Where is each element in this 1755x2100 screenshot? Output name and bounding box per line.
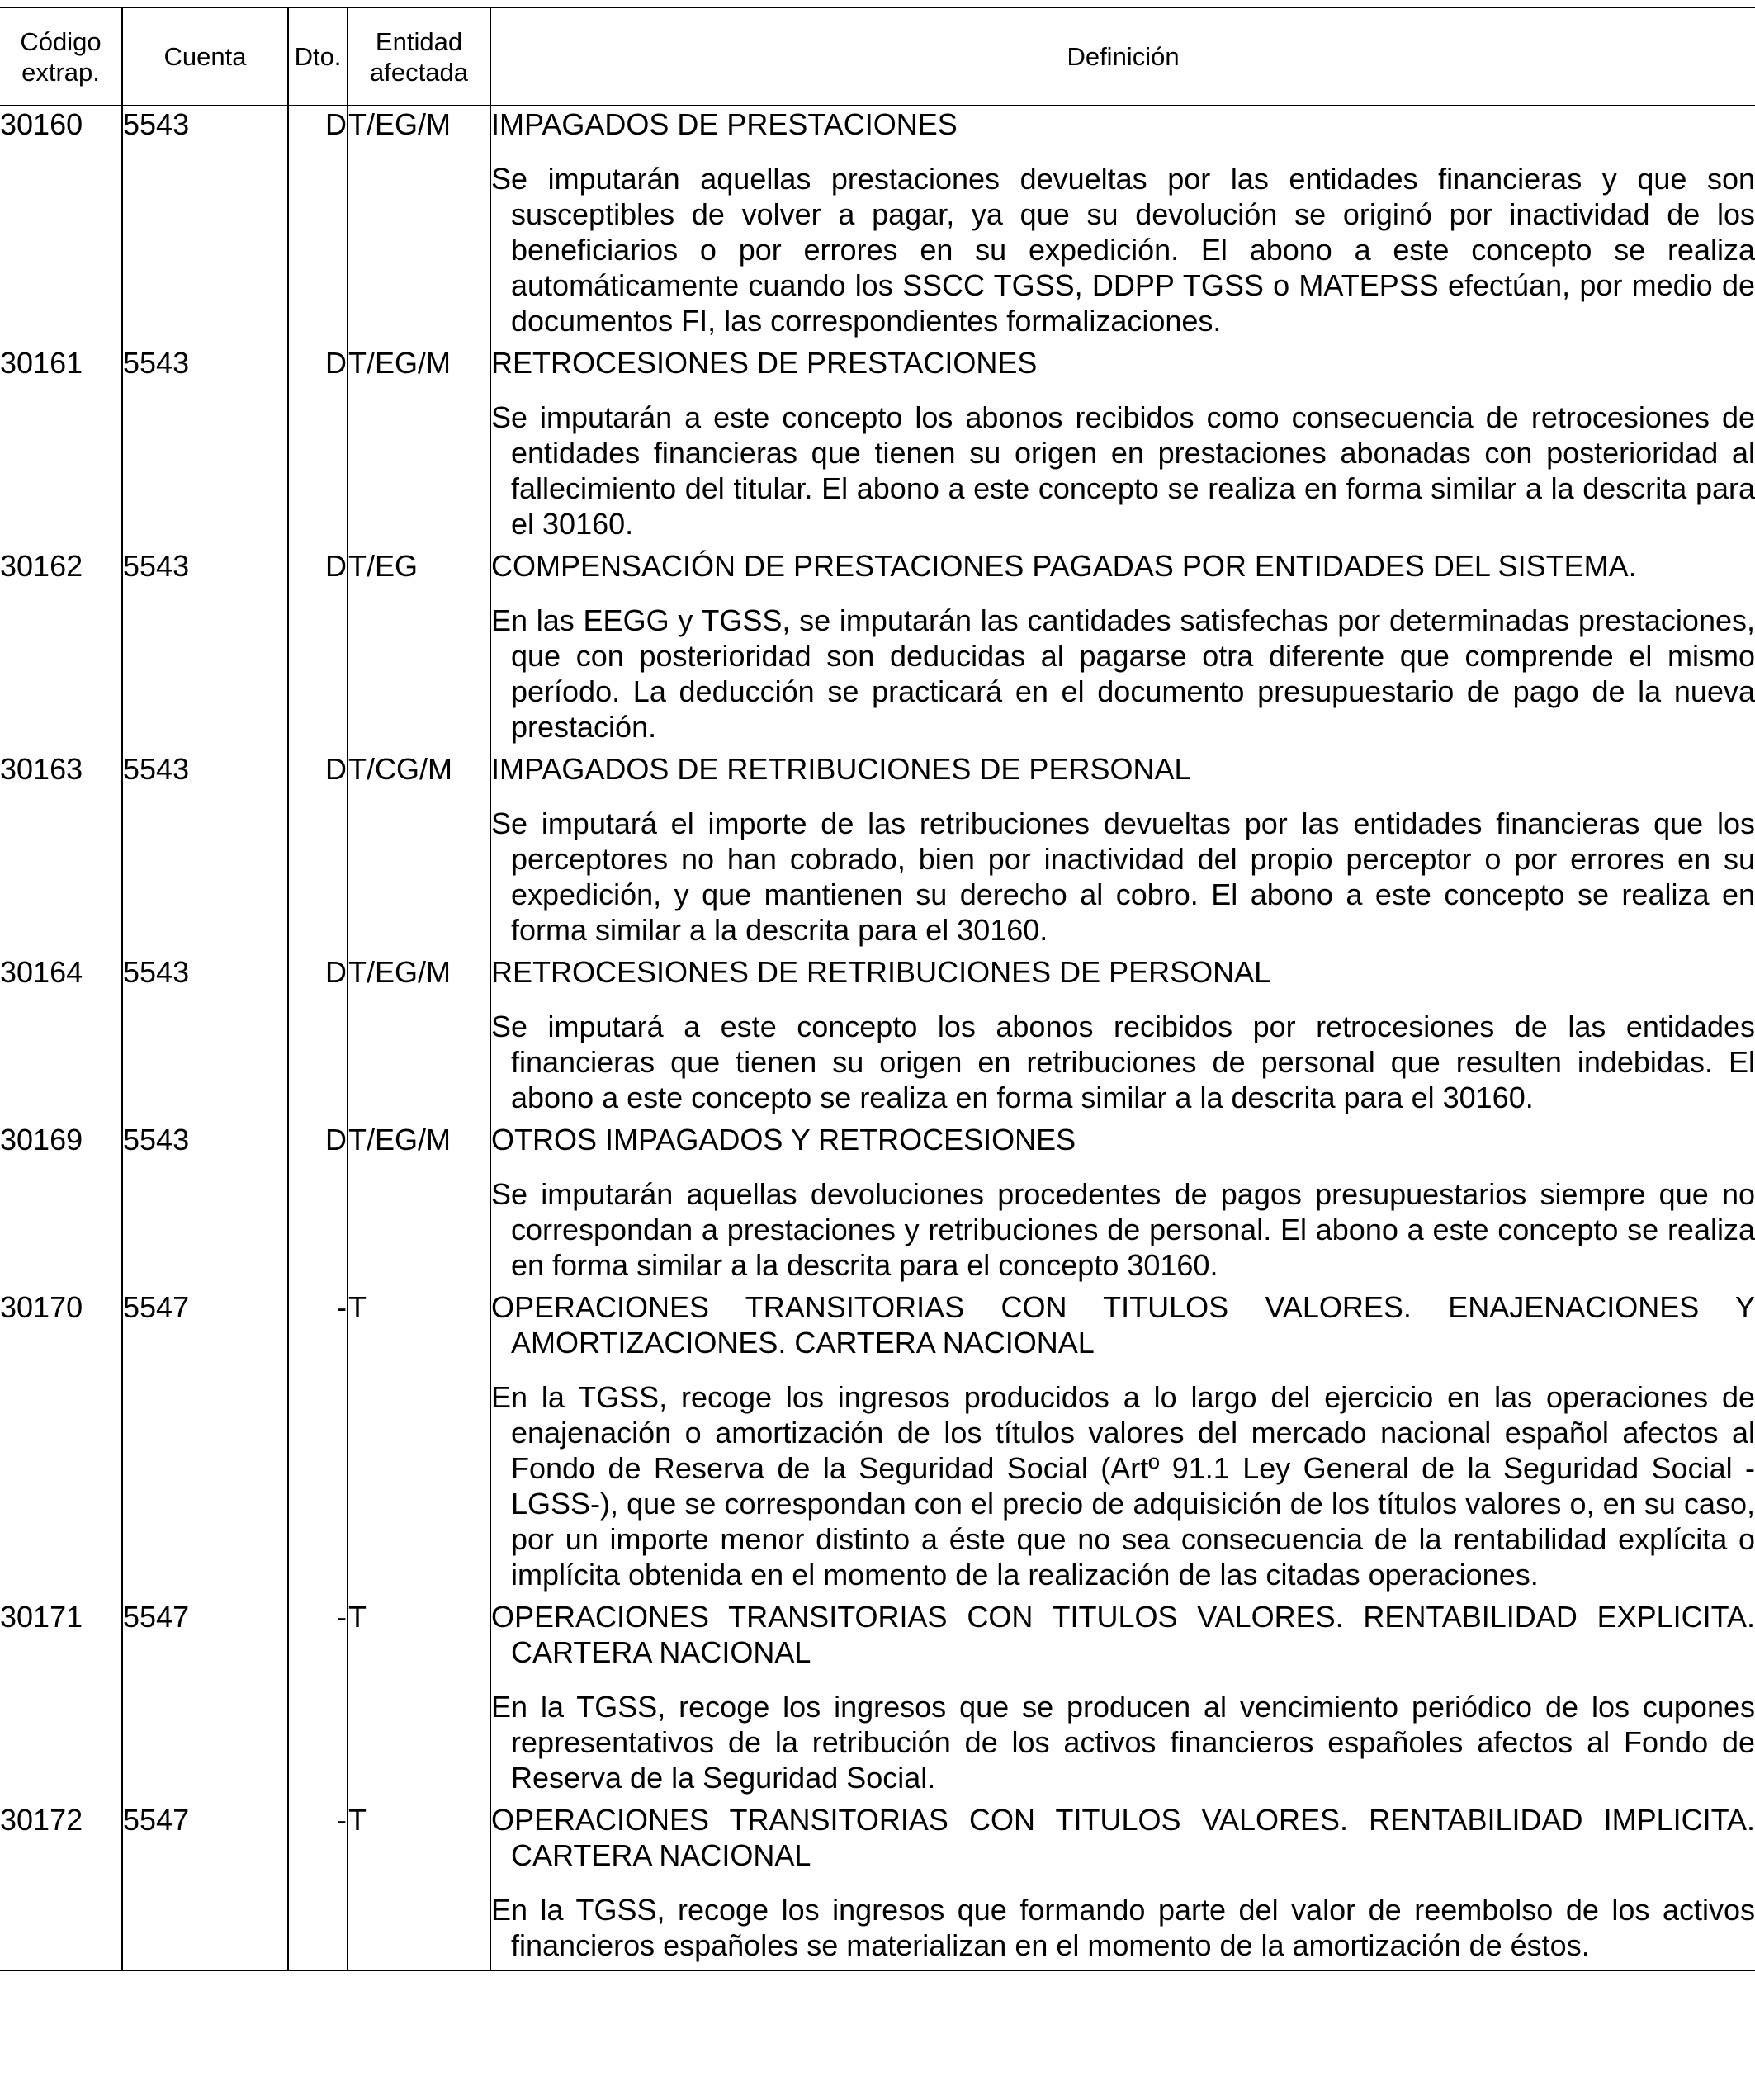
header-dto: Dto.: [288, 7, 348, 106]
row-cuenta: 5543: [122, 345, 288, 548]
row-code: 30172: [0, 1802, 122, 1970]
row-cuenta: 5543: [122, 954, 288, 1122]
header-codigo: Código extrap.: [0, 7, 122, 106]
row-dto: D: [288, 1122, 348, 1289]
row-code: 30160: [0, 107, 83, 141]
row-title: RETROCESIONES DE RETRIBUCIONES DE PERSONAL: [491, 955, 1271, 989]
row-dto: -: [288, 1802, 348, 1970]
row-title: OPERACIONES TRANSITORIAS CON TITULOS VALORES. ENAJENACIONES Y AMORTIZACIONES. CARTERA NACIONAL: [491, 1290, 1755, 1360]
accounts-table: [0, 7, 1755, 1971]
row-code: 30162: [0, 549, 83, 583]
row-description: Se imputarán a este concepto los abonos recibidos como consecuencia de retrocesiones de entidades financieras que tienen su origen en prestaciones abonadas con posterioridad al fallecimiento del titular. El abono a este concepto se realiza en forma similar a la descrita para el 30160.: [491, 400, 1755, 541]
row-dto: -: [288, 1599, 348, 1802]
table-row: [0, 548, 1755, 751]
row-entidad: T/EG/M: [348, 1122, 490, 1289]
table-row: [0, 1802, 1755, 1970]
table-row: [0, 1599, 1755, 1802]
row-title: OTROS IMPAGADOS Y RETROCESIONES: [491, 1123, 1076, 1156]
row-definicion: [490, 1289, 1755, 1599]
table-row: [0, 954, 1755, 1122]
row-code: 30171: [0, 1600, 83, 1634]
table-row: [0, 345, 1755, 548]
row-cuenta: 5543: [122, 1122, 288, 1289]
row-title: RETROCESIONES DE PRESTACIONES: [491, 346, 1038, 380]
row-description: Se imputarán aquellas prestaciones devueltas por las entidades financieras y que son susceptibles de volver a pagar, ya que su devolución se originó por inactividad de los beneficiarios o por errores en su expedición. El abono a este concepto se realiza automáticamente cuando los SSCC TGSS, DDPP TGSS o MATEPSS efectúan, por medio de documentos FI, las correspondientes formalizaciones.: [491, 162, 1755, 338]
row-entidad: T/EG/M: [348, 345, 490, 548]
row-title: OPERACIONES TRANSITORIAS CON TITULOS VALORES. RENTABILIDAD EXPLICITA. CARTERA NACIONAL: [491, 1600, 1755, 1669]
row-definicion: [490, 751, 1755, 954]
row-cuenta: 5543: [122, 106, 288, 345]
row-description: Se imputará el importe de las retribuciones devueltas por las entidades financieras que los perceptores no han cobrado, bien por inactividad del propio perceptor o por errores en su expedición, y que mantienen su derecho al cobro. El abono a este concepto se realiza en forma similar a la descrita para el 30160.: [491, 806, 1755, 947]
row-title: IMPAGADOS DE PRESTACIONES: [491, 107, 958, 141]
row-title: IMPAGADOS DE RETRIBUCIONES DE PERSONAL: [491, 752, 1191, 786]
row-definicion: [490, 1122, 1755, 1289]
row-description: En las EEGG y TGSS, se imputarán las cantidades satisfechas por determinadas prestaciones, que con posterioridad son deducidas al pagarse otra diferente que comprende el mismo período. La deducción se practicará en el documento presupuestario de pago de la nueva prestación.: [491, 603, 1755, 744]
row-description: En la TGSS, recoge los ingresos producidos a lo largo del ejercicio en las operaciones de enajenación o amortización de los títulos valores del mercado nacional español afectos al Fondo de Reserva de la Seguridad Social (Artº 91.1 Ley General de la Seguridad Social - LGSS-), que se correspondan con el precio de adquisición de los títulos valores o, en su caso, por un importe menor distinto a éste que no sea consecuencia de la rentabilidad explícita o implícita obtenida en el momento de la realización de las citadas operaciones.: [491, 1380, 1755, 1592]
row-definicion: [490, 106, 1755, 345]
row-cuenta: 5547: [122, 1289, 288, 1599]
row-cuenta: 5543: [122, 548, 288, 751]
row-description: En la TGSS, recoge los ingresos que se producen al vencimiento periódico de los cupones representativos de la retribución de los activos financieros españoles afectos al Fondo de Reserva de la Seguridad Social.: [491, 1690, 1755, 1795]
row-description: Se imputará a este concepto los abonos recibidos por retrocesiones de las entidades financieras que tienen su origen en retribuciones de personal que resulten indebidas. El abono a este concepto se realiza en forma similar a la descrita para el 30160.: [491, 1010, 1755, 1114]
row-title: OPERACIONES TRANSITORIAS CON TITULOS VALORES. RENTABILIDAD IMPLICITA. CARTERA NACIONAL: [491, 1803, 1755, 1872]
row-entidad: T: [348, 1289, 490, 1599]
row-entidad: T/CG/M: [348, 751, 490, 954]
table-row: [0, 106, 1755, 345]
row-definicion: [490, 1599, 1755, 1802]
row-dto: D: [288, 345, 348, 548]
row-definicion: [490, 345, 1755, 548]
table-header-row: [0, 7, 1755, 106]
row-definicion: [490, 954, 1755, 1122]
row-code: 30164: [0, 955, 83, 989]
row-entidad: T/EG/M: [348, 954, 490, 1122]
row-dto: -: [288, 1289, 348, 1599]
row-code: 30170: [0, 1290, 83, 1324]
row-entidad: T: [348, 1599, 490, 1802]
header-definicion: Definición: [490, 7, 1755, 106]
table-row: [0, 1122, 1755, 1289]
row-description: En la TGSS, recoge los ingresos que formando parte del valor de reembolso de los activos financieros españoles se materializan en el momento de la amortización de éstos.: [491, 1893, 1755, 1962]
row-definicion: [490, 548, 1755, 751]
row-code: 30163: [0, 752, 83, 786]
row-entidad: T: [348, 1802, 490, 1970]
row-description: Se imputarán aquellas devoluciones procedentes de pagos presupuestarios siempre que no correspondan a prestaciones y retribuciones de personal. El abono a este concepto se realiza en forma similar a la descrita para el concepto 30160.: [491, 1177, 1755, 1282]
row-title: COMPENSACIÓN DE PRESTACIONES PAGADAS POR ENTIDADES DEL SISTEMA.: [491, 549, 1637, 583]
row-dto: D: [288, 106, 348, 345]
row-dto: D: [288, 954, 348, 1122]
row-cuenta: 5543: [122, 751, 288, 954]
row-entidad: T/EG/M: [348, 106, 490, 345]
row-cuenta: 5547: [122, 1599, 288, 1802]
table-row: [0, 751, 1755, 954]
header-cuenta: Cuenta: [122, 7, 288, 106]
table-row: [0, 1289, 1755, 1599]
row-cuenta: 5547: [122, 1802, 288, 1970]
row-definicion: [490, 1802, 1755, 1970]
row-dto: D: [288, 751, 348, 954]
header-entidad: Entidad afectada: [348, 7, 490, 106]
row-entidad: T/EG: [348, 548, 490, 751]
row-code: 30161: [0, 346, 83, 380]
row-code: 30169: [0, 1123, 83, 1156]
row-dto: D: [288, 548, 348, 751]
